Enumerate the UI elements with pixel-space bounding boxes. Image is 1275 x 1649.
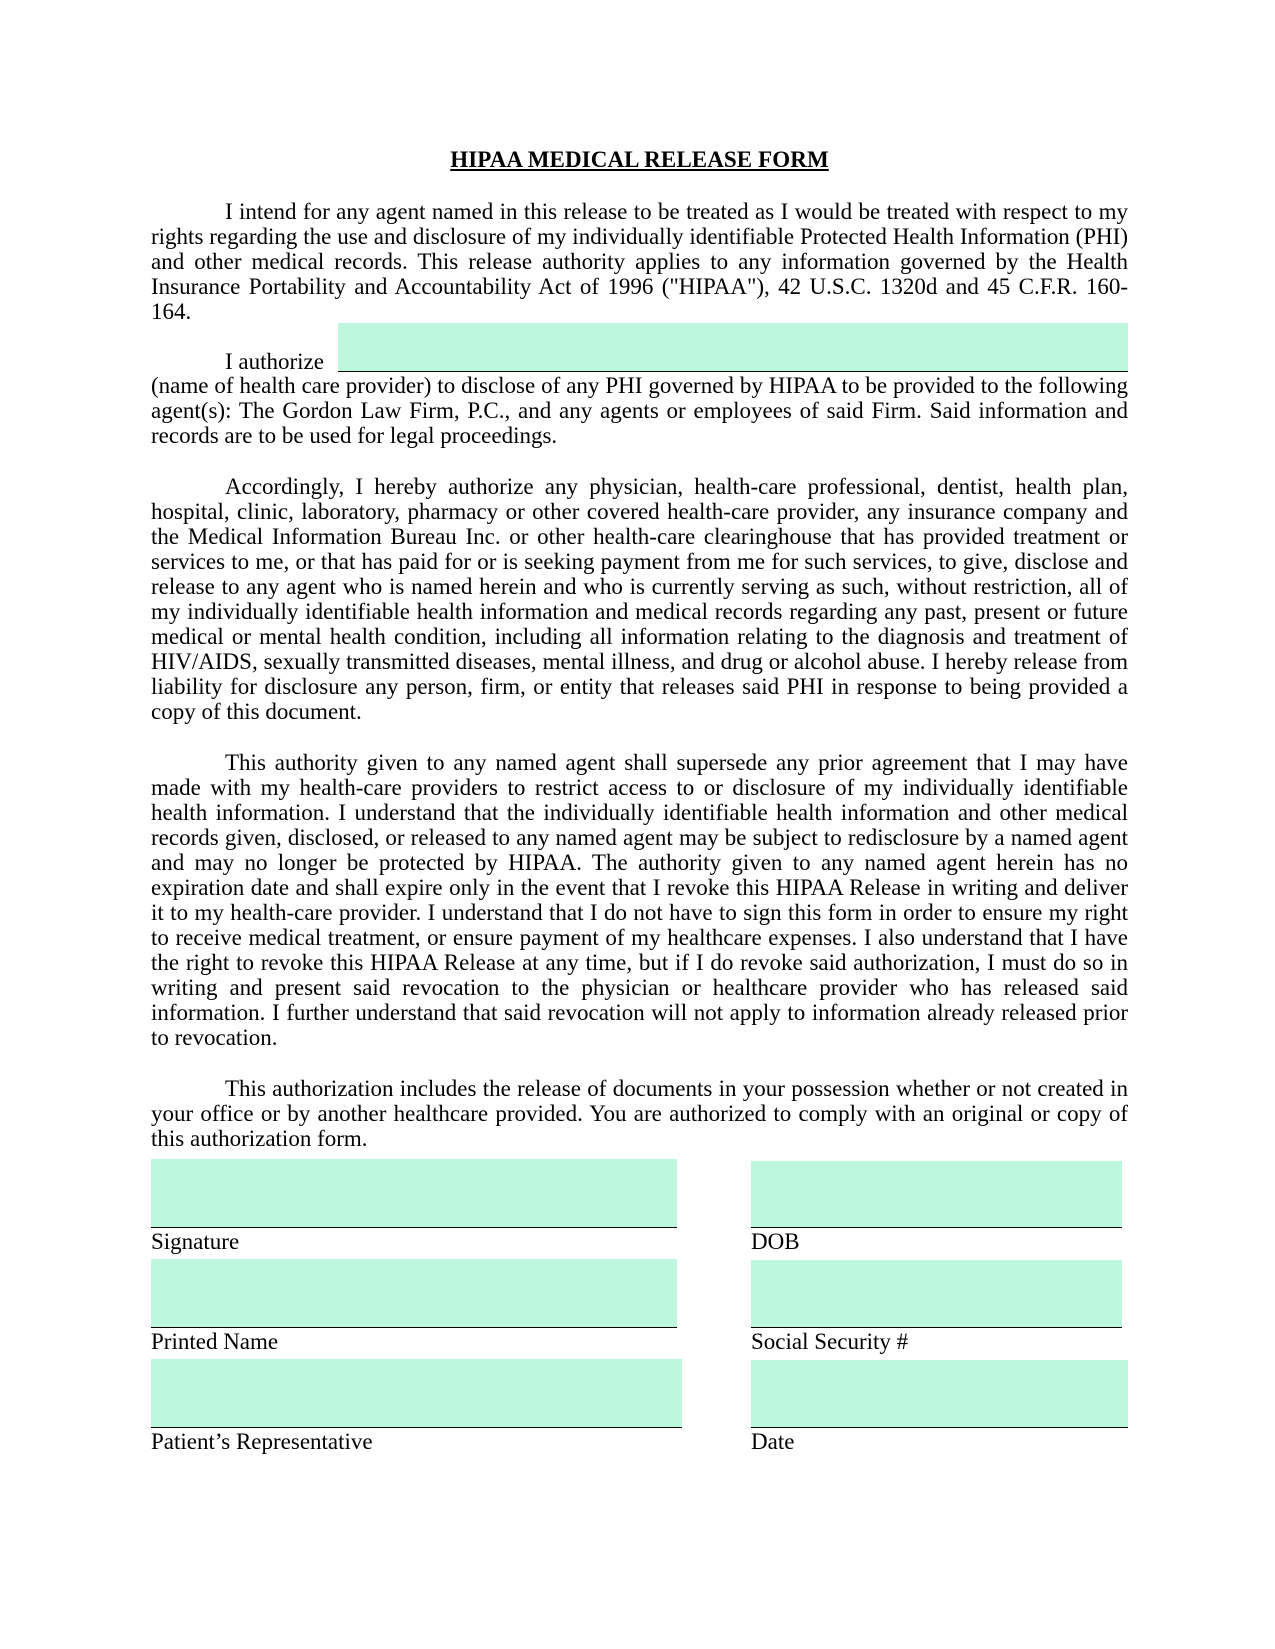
signature-label: Signature (151, 1229, 240, 1254)
authorize-label: I authorize (225, 349, 324, 374)
authorization-paragraph: Accordingly, I hereby authorize any physician, health-care professional, dentist, health plan, hospital, clinic, laboratory, pharmacy or other covered health-care provider, any insurance company and the Medical Information Bureau Inc. or other health-care clearinghouse that has provided treatment or services to me, or that has paid for or is seeking payment from me for such services, to give, disclose and release to any agent who is named herein and who is currently serving as such, without restriction, all of my individually identifiable health information and medical records regarding any past, present or future medical or mental health condition, including all information relating to the diagnosis and treatment of HIV/AIDS, sexually transmitted diseases, mental illness, and drug or alcohol abuse. I hereby release from liability for disclosure any person, firm, or entity that releases said PHI in response to being provided a copy of this document. (151, 474, 1128, 724)
patient-representative-input[interactable] (151, 1359, 682, 1428)
date-label: Date (751, 1429, 795, 1454)
patient-representative-label: Patient’s Representative (151, 1429, 373, 1454)
date-input[interactable] (751, 1360, 1128, 1428)
provider-paragraph: (name of health care provider) to disclose of any PHI governed by HIPAA to be provided to the following agent(s): The Gordon Law Firm, P.C., and any agents or employees of said Firm. Said information and records are to be used for legal proceedings. (151, 373, 1128, 448)
printed-name-label: Printed Name (151, 1329, 279, 1354)
document-page (151, 0, 1128, 1649)
authority-paragraph: This authority given to any named agent shall supersede any prior agreement that I may have made with my health-care providers to restrict access to or disclosure of my individually identifiable health information. I understand that the individually identifiable health information and other medical records given, disclosed, or released to any named agent may be subject to redisclosure by a named agent and may no longer be protected by HIPAA. The authority given to any named agent herein has no expiration date and shall expire only in the event that I revoke this HIPAA Release in writing and deliver it to my health-care provider. I understand that I do not have to sign this form in order to ensure my right to receive medical treatment, or ensure payment of my healthcare expenses. I also understand that I have the right to revoke this HIPAA Release at any time, but if I do revoke said authorization, I must do so in writing and present said revocation to the physician or healthcare provider who has released said information. I further understand that said revocation will not apply to information already released prior to revocation. (151, 750, 1128, 1050)
health-care-provider-input[interactable] (338, 323, 1128, 372)
printed-name-input[interactable] (151, 1259, 677, 1328)
signature-input[interactable] (151, 1159, 677, 1228)
dob-label: DOB (751, 1229, 800, 1254)
form-title: HIPAA MEDICAL RELEASE FORM (450, 147, 829, 172)
ssn-label: Social Security # (751, 1329, 909, 1354)
ssn-input[interactable] (751, 1260, 1122, 1328)
intro-paragraph: I intend for any agent named in this release to be treated as I would be treated with respect to my rights regarding the use and disclosure of my individually identifiable Protected Health Information (PHI) and other medical records. This release authority applies to any information governed by the Health Insurance Portability and Accountability Act of 1996 ("HIPAA"), 42 U.S.C. 1320d and 45 C.F.R. 160-164. (151, 199, 1128, 324)
dob-input[interactable] (751, 1161, 1122, 1228)
documents-paragraph: This authorization includes the release of documents in your possession whether or not created in your office or by another healthcare provided. You are authorized to comply with an original or copy of this authorization form. (151, 1076, 1128, 1151)
